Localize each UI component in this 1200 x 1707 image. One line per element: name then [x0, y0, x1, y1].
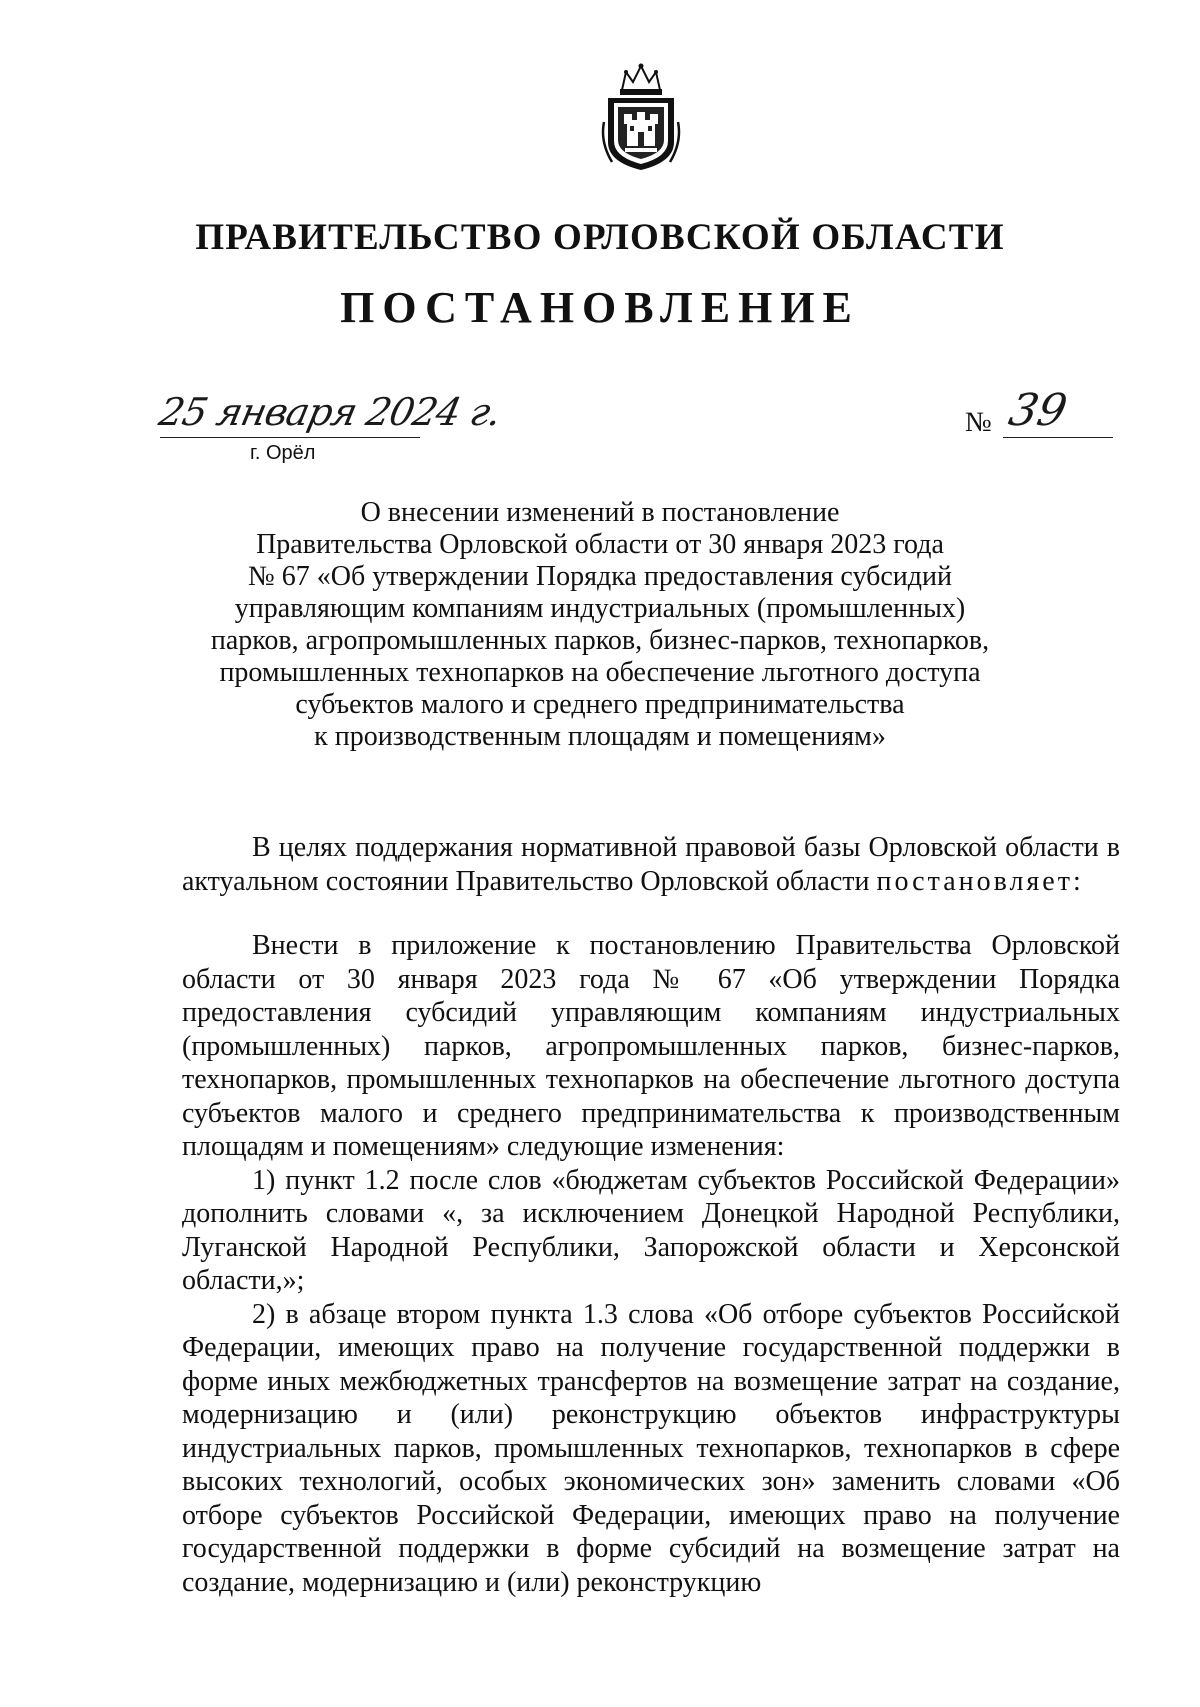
subject-line: промышленных технопарков на обеспечение льготного доступа — [219, 657, 981, 688]
number-sign: № — [965, 407, 992, 438]
subject-line: управляющим компаниям индустриальных (промышленных) — [234, 593, 966, 624]
subject-line: № 67 «Об утверждении Порядка предоставления субсидий — [248, 561, 952, 592]
city-label: г. Орёл — [250, 442, 316, 464]
document-subject — [150, 497, 1050, 753]
preamble-text: В целях поддержания нормативной правовой базы Орловской области в актуальном состоянии Правительство Орловской области — [182, 832, 1120, 897]
subject-line: к производственным площадям и помещениям» — [314, 721, 886, 752]
decree-word: постановляет: — [876, 865, 1084, 897]
subject-line: субъектов малого и среднего предпринимательства — [295, 689, 905, 720]
body-paragraph: 2) в абзаце втором пункта 1.3 слова «Об отборе субъектов Российской Федерации, имеющих право на получение государственной поддержки в форме иных межбюджетных трансфертов на возмещение затрат на создание, модернизацию и (или) реконструкцию объектов инфраструктуры индустриальных парков, промышленных технопарков, технопарков в сфере высоких технологий, особых экономических зон» заменить словами «Об отборе субъектов Российской Федерации, имеющих право на получение государственной поддержки в форме субсидий на возмещение затрат на создание, модернизацию и (или) реконструкцию — [182, 1298, 1120, 1598]
document-body — [182, 831, 1120, 1599]
handwritten-date: 25 января 2024 г. — [155, 390, 505, 434]
coat-of-arms-icon — [600, 62, 682, 172]
subject-line: парков, агропромышленных парков, бизнес-парков, технопарков, — [210, 625, 990, 656]
organization-title: ПРАВИТЕЛЬСТВО ОРЛОВСКОЙ ОБЛАСТИ — [195, 217, 1005, 258]
handwritten-number: 39 — [1004, 385, 1072, 436]
body-paragraph: 1) пункт 1.2 после слов «бюджетам субъектов Российской Федерации» дополнить словами «, за исключением Донецкой Народной Республики, Луганской Народной Республики, Запорожской области и Херсонской области,»; — [182, 1164, 1120, 1296]
subject-line: Правительства Орловской области от 30 января 2023 года — [256, 529, 944, 560]
document-type-title: ПОСТАНОВЛЕНИЕ — [340, 283, 860, 332]
subject-line: О внесении изменений в постановление — [360, 497, 840, 528]
date-underline — [160, 437, 420, 438]
preamble-paragraph — [182, 831, 1120, 898]
number-underline — [1003, 437, 1113, 438]
body-paragraph: Внести в приложение к постановлению Правительства Орловской области от 30 января 2023 года № 67 «Об утверждении Порядка предоставления субсидий управляющим компаниям индустриальных (промышленных) парков, агропромышленных парков, бизнес-парков, технопарков, промышленных технопарков на обеспечение льготного доступа субъектов малого и среднего предпринимательства к производственным площадям и помещениям» следующие изменения: — [182, 930, 1120, 1162]
